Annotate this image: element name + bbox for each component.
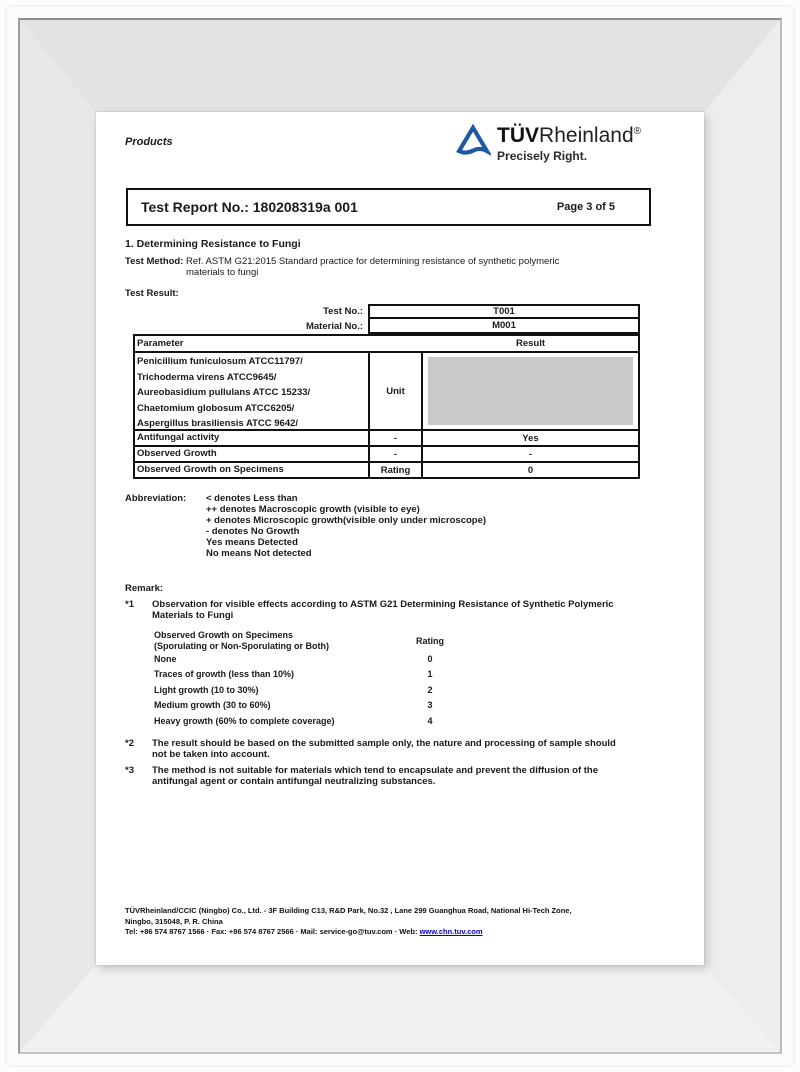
test-method-label: Test Method: xyxy=(125,256,184,267)
rating-table xyxy=(154,630,494,729)
rating-header-desc-line1: Observed Growth on Specimens xyxy=(154,630,294,640)
table-row xyxy=(135,445,638,461)
abbreviation-line: ++ denotes Macroscopic growth (visible to eye) xyxy=(206,504,420,515)
abbreviation-label: Abbreviation: xyxy=(125,493,187,504)
tuv-triangle-icon xyxy=(455,124,491,167)
row-parameter: Observed Growth xyxy=(137,448,217,459)
footer-contact-line xyxy=(125,927,665,938)
abbreviation-line: No means Not detected xyxy=(206,548,312,559)
organism-line: Trichoderma virens ATCC9645/ xyxy=(137,371,277,383)
remark-text-line: antifungal agent or contain antifungal neutralizing substances. xyxy=(152,775,436,787)
rating-value: 3 xyxy=(427,700,433,711)
abbreviation-line: + denotes Microscopic growth(visible only under microscope) xyxy=(206,515,487,526)
test-result-label: Test Result: xyxy=(125,288,179,299)
remark-text-line: Observation for visible effects according to ASTM G21 Determining Resistance of Synthetic Polymeric xyxy=(152,599,614,610)
logo-tagline: Precisely Right. xyxy=(497,149,588,163)
page-indicator: Page 3 of 5 xyxy=(556,201,615,213)
parameter-header: Parameter xyxy=(137,338,184,349)
abbreviation-line: Yes means Detected xyxy=(206,537,298,548)
rating-row xyxy=(154,698,494,714)
redacted-result-box xyxy=(428,357,633,425)
tuv-rheinland-logo xyxy=(455,124,641,167)
footer-address-line1: TÜVRheinland/CCIC (Ningbo) Co., Ltd. - 3F Building C13, R&D Park, No.32 , Lane 299 Guanghua Road, National Hi-Tech Zone, xyxy=(125,906,572,915)
remark-text-line: not be taken into account. xyxy=(152,748,270,760)
rating-row xyxy=(154,667,494,683)
footer-web-link[interactable]: www.chn.tuv.com xyxy=(419,927,483,936)
organisms-row xyxy=(135,351,638,429)
rating-header: Rating xyxy=(416,635,444,646)
rating-header-desc-line2: (Sporulating or Non-Sporulating or Both) xyxy=(154,640,329,651)
report-title: Test Report No.: 180208319a 001 xyxy=(141,199,358,215)
result-table xyxy=(133,304,640,479)
rating-row xyxy=(154,651,494,667)
row-result: Yes xyxy=(522,432,539,444)
row-result: 0 xyxy=(527,464,534,476)
page-footer xyxy=(125,906,665,938)
test-no-label: Test No.: xyxy=(323,306,363,317)
remark-text-line: Materials to Fungi xyxy=(152,610,234,621)
row-parameter: Antifungal activity xyxy=(137,432,220,443)
remark-item-3 xyxy=(125,765,651,787)
rating-description: Medium growth (30 to 60%) xyxy=(154,700,271,711)
organism-line: Aspergillus brasiliensis ATCC 9642/ xyxy=(137,418,299,430)
section-title: 1. Determining Resistance to Fungi xyxy=(125,238,301,250)
table-row xyxy=(135,429,638,445)
table-header-row xyxy=(135,336,638,351)
remark-text-line: The method is not suitable for materials which tend to encapsulate and prevent the diffusion of the xyxy=(152,764,599,776)
abbreviation-line: - denotes No Growth xyxy=(206,526,300,537)
report-number-bar xyxy=(126,188,651,226)
rating-description: Traces of growth (less than 10%) xyxy=(154,669,295,680)
organism-line: Chaetomium globosum ATCC6205/ xyxy=(137,402,295,414)
result-header: Result xyxy=(515,338,546,349)
rating-row xyxy=(154,713,494,729)
row-unit: - xyxy=(368,447,423,461)
abbreviation-block xyxy=(125,493,651,559)
products-label: Products xyxy=(125,136,173,148)
material-no-row xyxy=(133,319,640,334)
rating-description: None xyxy=(154,653,177,664)
test-method-text-line1: Ref. ASTM G21:2015 Standard practice for determining resistance of synthetic polymeric xyxy=(186,256,560,267)
test-no-value: T001 xyxy=(368,304,640,319)
rating-description: Heavy growth (60% to complete coverage) xyxy=(154,715,335,726)
registered-mark-icon: ® xyxy=(633,126,641,137)
material-no-value: M001 xyxy=(368,319,640,334)
unit-cell: Unit xyxy=(368,353,423,429)
row-result: - xyxy=(528,448,533,460)
organism-line: Aureobasidium pullulans ATCC 15233/ xyxy=(137,387,311,399)
remark-marker: *2 xyxy=(125,737,134,749)
remark-marker: *1 xyxy=(125,599,134,610)
logo-wordmark: TÜVRheinland® xyxy=(497,124,641,147)
report-page xyxy=(96,112,704,965)
rating-row xyxy=(154,682,494,698)
remark-item-2 xyxy=(125,738,651,760)
rating-value: 1 xyxy=(427,669,433,680)
test-method-row xyxy=(125,256,651,278)
rating-value: 4 xyxy=(427,715,433,726)
test-method-text-line2: materials to fungi xyxy=(186,267,259,278)
remark-item-1 xyxy=(125,599,651,621)
abbreviation-line: < denotes Less than xyxy=(206,493,298,504)
table-row xyxy=(135,461,638,477)
rating-description: Light growth (10 to 30%) xyxy=(154,684,259,695)
rating-table-header xyxy=(154,630,494,651)
material-no-label: Material No.: xyxy=(305,321,363,332)
row-unit: Rating xyxy=(368,463,423,477)
row-parameter: Observed Growth on Specimens xyxy=(137,464,284,475)
remark-marker: *3 xyxy=(125,764,134,776)
remark-label: Remark: xyxy=(125,583,164,594)
rating-value: 0 xyxy=(427,653,433,664)
test-no-row xyxy=(133,304,640,319)
footer-contact-text: Tel: +86 574 8767 1566 · Fax: +86 574 8767 2566 · Mail: service-go@tuv.com · Web: xyxy=(125,927,418,936)
rating-value: 2 xyxy=(427,684,433,695)
remark-text-line: The result should be based on the submitted sample only, the nature and processing of sample should xyxy=(152,737,616,749)
organism-line: Penicillium funiculosum ATCC11797/ xyxy=(137,356,303,367)
footer-address-line2: Ningbo, 315048, P. R. China xyxy=(125,916,223,926)
page-header xyxy=(125,122,651,176)
row-unit: - xyxy=(368,431,423,445)
